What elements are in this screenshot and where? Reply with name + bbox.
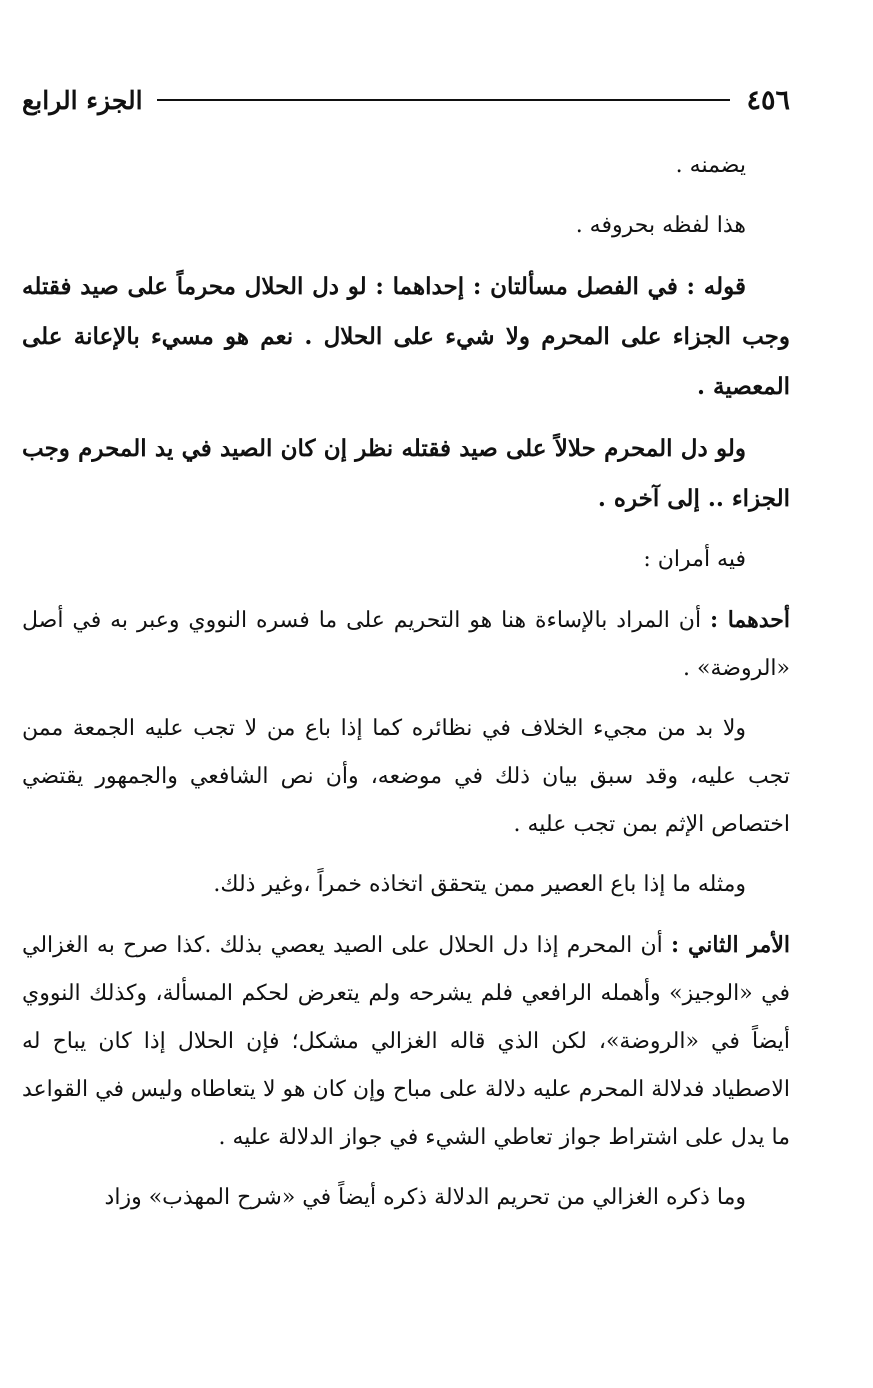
paragraph-5 (22, 536, 790, 584)
paragraph-text: أن المراد بالإساءة هنا هو التحريم على ما فسره النووي وعبر به في أصل «الروضة» . (22, 608, 790, 681)
paragraph-text: هذا لفظه بحروفه . (575, 213, 746, 238)
header-rule (157, 99, 731, 101)
paragraph-lead: أحدهما : (709, 607, 790, 633)
paragraph-text: ولو دل المحرم حلالاً على صيد فقتله نظر إن كان الصيد في يد المحرم وجب الجزاء .. إلى آخره . (22, 435, 790, 512)
paragraph-text: يضمنه . (675, 153, 746, 178)
paragraph-text: ومثله ما إذا باع العصير ممن يتحقق اتخاذه خمراً ،وغير ذلك. (213, 872, 746, 897)
page-body (22, 142, 790, 1222)
paragraph-second-matter (22, 921, 790, 1162)
paragraph-text: فيه أمران : (643, 547, 746, 572)
paragraph-text: وما ذكره الغزالي من تحريم الدلالة ذكره أيضاً في «شرح المهذب» وزاد (104, 1185, 746, 1210)
paragraph-first-matter (22, 596, 790, 693)
paragraph-8 (22, 861, 790, 909)
paragraph-text: قوله : في الفصل مسألتان : إحداهما : لو دل الحلال محرماً على صيد فقتله وجب الجزاء على المحرم ولا شيء على الحلال . نعم هو مسيء بالإعانة على المعصية . (22, 273, 790, 400)
paragraph-2 (22, 202, 790, 250)
paragraph-10 (22, 1174, 790, 1222)
paragraph-1 (22, 142, 790, 190)
running-head: الجزء الرابع (22, 85, 143, 115)
paragraph-lead: الأمر الثاني : (670, 932, 791, 958)
paragraph-text: ولا بد من مجيء الخلاف في نظائره كما إذا باع من لا تجب عليه الجمعة ممن تجب عليه، وقد سبق بيان ذلك في موضعه، وأن نص الشافعي والجمهور يقتضي اختصاص الإثم بمن تجب عليه . (22, 716, 790, 837)
paragraph-text: أن المحرم إذا دل الحلال على الصيد يعصي بذلك .كذا صرح به الغزالي في «الوجيز» وأهمله الرافعي فلم يشرحه ولم يتعرض لحكم المسألة، وكذلك النووي أيضاً في «الروضة»، لكن الذي قاله الغزالي مشكل؛ فإن الحلال إذا كان يباح له الاصطياد فدلالة المحرم عليه دلالة على مباح وإن كان هو لا يتعاطاه وليس في القواعد ما يدل على اشتراط جواز تعاطي الشيء في جواز الدلالة عليه . (22, 933, 790, 1150)
page-header (22, 78, 790, 122)
page-number: ٤٥٦ (746, 84, 790, 116)
quoted-passage-2 (22, 424, 790, 524)
paragraph-7 (22, 705, 790, 849)
quoted-passage-1 (22, 262, 790, 412)
